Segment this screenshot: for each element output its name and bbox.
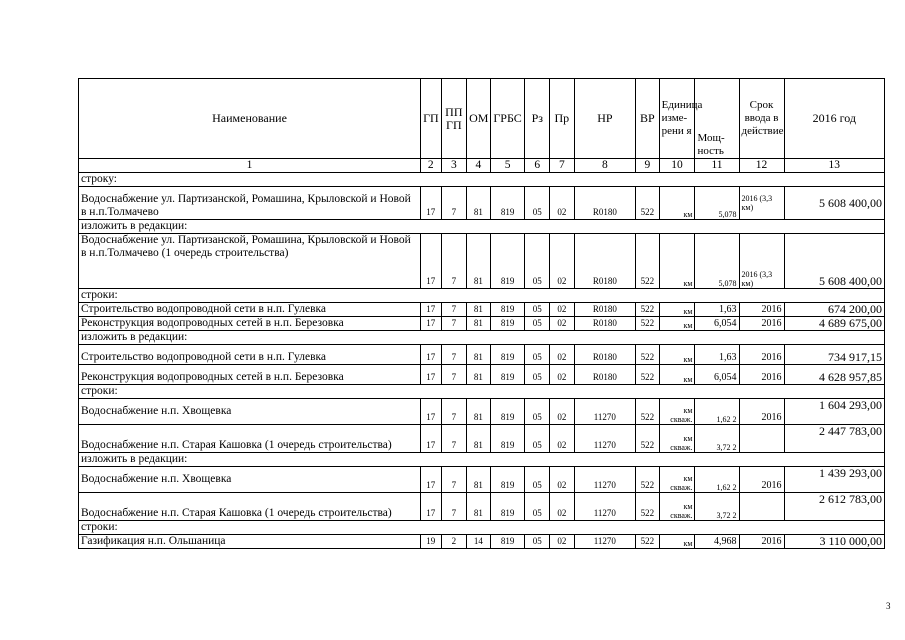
row-om: 81 — [467, 467, 491, 493]
table-row — [79, 425, 885, 453]
row-rz: 05 — [525, 317, 550, 331]
row-ppgp: 7 — [441, 317, 467, 331]
row-term: 2016 — [739, 345, 784, 365]
row-nr: 11270 — [574, 493, 635, 521]
row-power: 1,63 — [695, 303, 739, 317]
row-term — [739, 425, 784, 453]
row-name: Реконструкция водопроводных сетей в н.п. Березовка — [79, 317, 421, 331]
header-pr: Пр — [550, 79, 575, 159]
header-nr: НР — [574, 79, 635, 159]
row-grbs: 819 — [490, 493, 525, 521]
row-gp: 17 — [421, 345, 441, 365]
row-om: 81 — [467, 303, 491, 317]
row-pr: 02 — [550, 234, 575, 289]
column-numbers-row — [79, 159, 885, 173]
row-nr: R0180 — [574, 345, 635, 365]
row-gp: 17 — [421, 365, 441, 385]
row-gp: 17 — [421, 493, 441, 521]
row-gp: 17 — [421, 187, 441, 220]
section-label: строки: — [79, 385, 885, 399]
row-term: 2016 — [739, 317, 784, 331]
row-grbs: 819 — [490, 365, 525, 385]
row-vr: 522 — [636, 467, 660, 493]
row-ppgp: 7 — [441, 187, 467, 220]
row-grbs: 819 — [490, 535, 525, 549]
section-label: строки: — [79, 521, 885, 535]
row-power: 3,72 2 — [695, 425, 739, 453]
table-row — [79, 365, 885, 385]
section-label: строки: — [79, 289, 885, 303]
row-pr: 02 — [550, 345, 575, 365]
row-power: 6,054 — [695, 365, 739, 385]
row-om: 81 — [467, 187, 491, 220]
row-name: Водоснабжение н.п. Хвощевка — [79, 467, 421, 493]
row-name: Водоснабжение ул. Партизанской, Ромашина, Крыловской и Новой в н.п.Толмачево — [79, 187, 421, 220]
table-row — [79, 493, 885, 521]
row-om: 81 — [467, 365, 491, 385]
table-row — [79, 467, 885, 493]
col-number: 4 — [467, 159, 491, 173]
row-rz: 05 — [525, 493, 550, 521]
table-row — [79, 187, 885, 220]
row-name: Водоснабжение ул. Партизанской, Ромашина, Крыловской и Новой в н.п.Толмачево (1 очередь строительства) — [79, 234, 421, 289]
row-name: Реконструкция водопроводных сетей в н.п. Березовка — [79, 365, 421, 385]
row-amount: 734 917,15 — [784, 345, 884, 365]
header-year: 2016 год — [784, 79, 884, 159]
col-number: 5 — [490, 159, 525, 173]
col-number: 2 — [421, 159, 441, 173]
row-vr: 522 — [636, 187, 660, 220]
row-ppgp: 7 — [441, 365, 467, 385]
row-ppgp: 2 — [441, 535, 467, 549]
row-om: 81 — [467, 493, 491, 521]
row-ppgp: 7 — [441, 234, 467, 289]
row-grbs: 819 — [490, 303, 525, 317]
row-pr: 02 — [550, 365, 575, 385]
col-number: 13 — [784, 159, 884, 173]
row-ppgp: 7 — [441, 303, 467, 317]
row-ppgp: 7 — [441, 493, 467, 521]
header-gp: ГП — [421, 79, 441, 159]
row-power: 1,63 — [695, 345, 739, 365]
row-unit: км скваж. — [659, 467, 695, 493]
col-number: 11 — [695, 159, 739, 173]
row-amount: 2 447 783,00 — [784, 425, 884, 453]
section-label: изложить в редакции: — [79, 220, 885, 234]
header-power: Мощ-ность — [695, 79, 739, 159]
row-unit: км — [659, 365, 695, 385]
row-gp: 17 — [421, 467, 441, 493]
row-rz: 05 — [525, 425, 550, 453]
row-pr: 02 — [550, 187, 575, 220]
header-om: ОМ — [467, 79, 491, 159]
row-power: 4,968 — [695, 535, 739, 549]
row-term: 2016 — [739, 535, 784, 549]
row-unit: км скваж. — [659, 399, 695, 425]
row-power: 3,72 2 — [695, 493, 739, 521]
row-unit: км — [659, 345, 695, 365]
col-number: 9 — [636, 159, 660, 173]
row-amount: 5 608 400,00 — [784, 187, 884, 220]
row-pr: 02 — [550, 535, 575, 549]
row-amount: 3 110 000,00 — [784, 535, 884, 549]
row-power: 1,62 2 — [695, 399, 739, 425]
col-number: 12 — [739, 159, 784, 173]
row-om: 81 — [467, 317, 491, 331]
row-power: 1,62 2 — [695, 467, 739, 493]
row-name: Водоснабжение н.п. Старая Кашовка (1 очередь строительства) — [79, 493, 421, 521]
row-ppgp: 7 — [441, 345, 467, 365]
row-grbs: 819 — [490, 345, 525, 365]
row-nr: R0180 — [574, 317, 635, 331]
row-pr: 02 — [550, 303, 575, 317]
row-name: Водоснабжение н.п. Старая Кашовка (1 очередь строительства) — [79, 425, 421, 453]
row-om: 81 — [467, 345, 491, 365]
section-label: изложить в редакции: — [79, 453, 885, 467]
header-vr: ВР — [636, 79, 660, 159]
row-grbs: 819 — [490, 317, 525, 331]
table-row — [79, 303, 885, 317]
row-gp: 17 — [421, 234, 441, 289]
row-nr: R0180 — [574, 187, 635, 220]
row-pr: 02 — [550, 493, 575, 521]
row-vr: 522 — [636, 345, 660, 365]
row-vr: 522 — [636, 535, 660, 549]
table-row — [79, 317, 885, 331]
row-term: 2016 — [739, 365, 784, 385]
row-pr: 02 — [550, 425, 575, 453]
row-term: 2016 (3,3 км) — [739, 187, 784, 220]
row-unit: км — [659, 234, 695, 289]
row-om: 81 — [467, 425, 491, 453]
row-rz: 05 — [525, 234, 550, 289]
col-number: 10 — [659, 159, 695, 173]
row-amount: 4 628 957,85 — [784, 365, 884, 385]
row-amount: 4 689 675,00 — [784, 317, 884, 331]
section-label: изложить в редакции: — [79, 331, 885, 345]
row-term: 2016 — [739, 399, 784, 425]
col-number: 6 — [525, 159, 550, 173]
row-nr: R0180 — [574, 234, 635, 289]
row-vr: 522 — [636, 234, 660, 289]
row-unit: км скваж. — [659, 493, 695, 521]
header-name: Наименование — [79, 79, 421, 159]
row-om: 81 — [467, 399, 491, 425]
row-gp: 17 — [421, 303, 441, 317]
row-nr: 11270 — [574, 467, 635, 493]
header-term: Срок ввода в действие — [739, 79, 784, 159]
row-vr: 522 — [636, 425, 660, 453]
row-name: Водоснабжение н.п. Хвощевка — [79, 399, 421, 425]
header-rz: Рз — [525, 79, 550, 159]
row-rz: 05 — [525, 467, 550, 493]
row-nr: R0180 — [574, 365, 635, 385]
row-vr: 522 — [636, 399, 660, 425]
row-vr: 522 — [636, 365, 660, 385]
budget-table — [78, 78, 885, 549]
row-vr: 522 — [636, 303, 660, 317]
row-gp: 17 — [421, 317, 441, 331]
row-amount: 5 608 400,00 — [784, 234, 884, 289]
row-unit: км — [659, 317, 695, 331]
table-row — [79, 535, 885, 549]
row-pr: 02 — [550, 467, 575, 493]
row-vr: 522 — [636, 493, 660, 521]
table-row — [79, 399, 885, 425]
row-grbs: 819 — [490, 399, 525, 425]
row-amount: 674 200,00 — [784, 303, 884, 317]
row-name: Газификация н.п. Ольшаница — [79, 535, 421, 549]
row-gp: 19 — [421, 535, 441, 549]
row-rz: 05 — [525, 399, 550, 425]
row-unit: км — [659, 303, 695, 317]
row-power: 6,054 — [695, 317, 739, 331]
row-pr: 02 — [550, 317, 575, 331]
row-amount: 1 439 293,00 — [784, 467, 884, 493]
row-term: 2016 — [739, 467, 784, 493]
row-nr: 11270 — [574, 399, 635, 425]
header-grbs: ГРБС — [490, 79, 525, 159]
row-gp: 17 — [421, 425, 441, 453]
row-rz: 05 — [525, 303, 550, 317]
row-om: 81 — [467, 234, 491, 289]
row-nr: 11270 — [574, 535, 635, 549]
row-power: 5,078 — [695, 234, 739, 289]
row-unit: км — [659, 187, 695, 220]
row-unit: км скваж. — [659, 425, 695, 453]
row-om: 14 — [467, 535, 491, 549]
row-ppgp: 7 — [441, 467, 467, 493]
row-ppgp: 7 — [441, 399, 467, 425]
row-unit: км — [659, 535, 695, 549]
row-name: Строительство водопроводной сети в н.п. Гулевка — [79, 303, 421, 317]
col-number: 8 — [574, 159, 635, 173]
row-rz: 05 — [525, 187, 550, 220]
row-grbs: 819 — [490, 234, 525, 289]
row-grbs: 819 — [490, 187, 525, 220]
row-term: 2016 (3,3 км) — [739, 234, 784, 289]
table-row — [79, 345, 885, 365]
row-pr: 02 — [550, 399, 575, 425]
header-unit: Единица изме-рени я — [659, 79, 695, 159]
row-amount: 2 612 783,00 — [784, 493, 884, 521]
row-nr: 11270 — [574, 425, 635, 453]
row-rz: 05 — [525, 365, 550, 385]
col-number: 3 — [441, 159, 467, 173]
row-gp: 17 — [421, 399, 441, 425]
section-label: строку: — [79, 173, 885, 187]
row-amount: 1 604 293,00 — [784, 399, 884, 425]
table-row — [79, 234, 885, 289]
col-number: 7 — [550, 159, 575, 173]
row-grbs: 819 — [490, 467, 525, 493]
row-vr: 522 — [636, 317, 660, 331]
row-power: 5,078 — [695, 187, 739, 220]
row-term: 2016 — [739, 303, 784, 317]
page-number: 3 — [886, 601, 891, 611]
row-rz: 05 — [525, 345, 550, 365]
row-nr: R0180 — [574, 303, 635, 317]
row-ppgp: 7 — [441, 425, 467, 453]
row-rz: 05 — [525, 535, 550, 549]
row-term — [739, 493, 784, 521]
row-name: Строительство водопроводной сети в н.п. Гулевка — [79, 345, 421, 365]
header-row — [79, 79, 885, 159]
header-ppgp: ПП ГП — [441, 79, 467, 159]
row-grbs: 819 — [490, 425, 525, 453]
col-number: 1 — [79, 159, 421, 173]
